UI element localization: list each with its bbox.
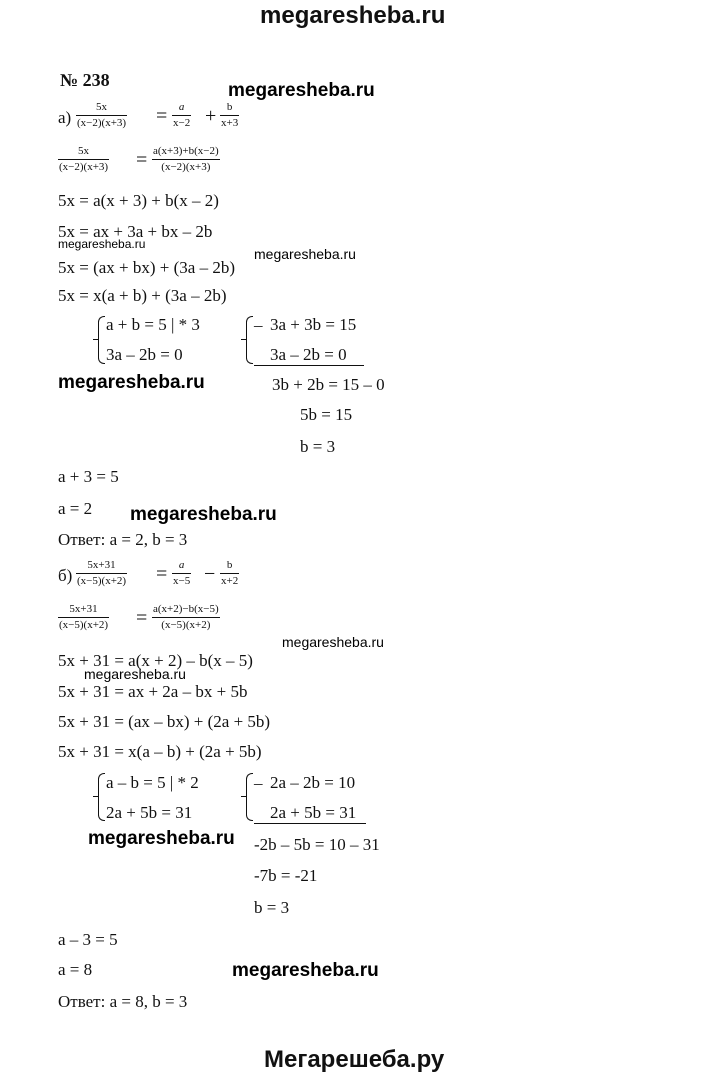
denominator: x+3 bbox=[221, 117, 239, 129]
system-brace-tip bbox=[93, 339, 98, 340]
part-b-eq2-rhs-fraction bbox=[152, 603, 220, 632]
denominator: (x−2)(x+3) bbox=[77, 117, 127, 129]
numerator: 5x+31 bbox=[76, 559, 127, 574]
footer-site-title: Мегарешеба.ру bbox=[264, 1046, 445, 1073]
plus-sign: + bbox=[205, 105, 217, 127]
header-site-title: megaresheba.ru bbox=[260, 2, 446, 29]
denominator: (x−5)(x+2) bbox=[161, 619, 211, 631]
part-a-step-2: 5b = 15 bbox=[300, 405, 353, 424]
minus-marker: _ bbox=[254, 310, 263, 329]
denominator: x−5 bbox=[173, 575, 191, 587]
denominator: (x−2)(x+3) bbox=[161, 161, 211, 173]
part-a-system2-eq1: 3a + 3b = 15 bbox=[270, 315, 357, 334]
part-a-line-3: 5x = (ax + bx) + (3a – 2b) bbox=[58, 258, 235, 277]
part-b-step-3: b = 3 bbox=[254, 898, 290, 917]
watermark: megaresheba.ru bbox=[232, 960, 379, 981]
numerator: a bbox=[172, 101, 191, 116]
part-b-step-2: -7b = -21 bbox=[254, 866, 318, 885]
numerator: 5x+31 bbox=[58, 603, 109, 618]
part-a-eq1-lhs-fraction bbox=[76, 101, 127, 130]
numerator: a(x+2)−b(x−5) bbox=[152, 603, 220, 618]
numerator: 5x bbox=[76, 101, 127, 116]
part-a-after-1: a + 3 = 5 bbox=[58, 467, 119, 486]
part-b-step-1: -2b – 5b = 10 – 31 bbox=[254, 835, 380, 854]
system-brace-tip bbox=[93, 796, 98, 797]
denominator: x+2 bbox=[221, 575, 239, 587]
part-a-eq1-fraction-b bbox=[220, 101, 239, 130]
part-b-label: б) bbox=[58, 566, 73, 585]
system-brace bbox=[246, 316, 253, 364]
part-a-eq1-fraction-a bbox=[172, 101, 191, 130]
part-b-eq1-fraction-a bbox=[172, 559, 191, 588]
equals-sign: = bbox=[136, 607, 148, 629]
part-b-system2-eq1: 2a – 2b = 10 bbox=[270, 773, 356, 792]
system-brace bbox=[246, 773, 253, 821]
part-a-system2-eq2: 3a – 2b = 0 bbox=[270, 345, 347, 364]
watermark: megaresheba.ru bbox=[282, 634, 384, 650]
part-b-eq1-fraction-b bbox=[220, 559, 239, 588]
minus-sign: − bbox=[204, 563, 216, 585]
part-a-eq2-lhs-fraction bbox=[58, 145, 109, 174]
equals-sign: = bbox=[156, 563, 168, 585]
watermark: megaresheba.ru bbox=[58, 237, 146, 251]
part-b-eq2-lhs-fraction bbox=[58, 603, 109, 632]
numerator: a(x+3)+b(x−2) bbox=[152, 145, 220, 160]
denominator: (x−2)(x+3) bbox=[59, 161, 109, 173]
part-a-step-3: b = 3 bbox=[300, 437, 336, 456]
minus-marker: _ bbox=[254, 768, 263, 787]
subtraction-line bbox=[254, 823, 366, 824]
problem-number: № 238 bbox=[60, 70, 110, 90]
equals-sign: = bbox=[156, 105, 168, 127]
part-a-eq2-rhs-fraction bbox=[152, 145, 220, 174]
watermark: megaresheba.ru bbox=[254, 246, 356, 262]
part-a-after-2: a = 2 bbox=[58, 499, 93, 518]
system-brace bbox=[98, 773, 105, 821]
watermark: megaresheba.ru bbox=[88, 828, 235, 849]
part-b-system2-eq2: 2a + 5b = 31 bbox=[270, 803, 357, 822]
numerator: a bbox=[172, 559, 191, 574]
system-brace-tip bbox=[241, 339, 246, 340]
part-b-line-4: 5x + 31 = x(a – b) + (2a + 5b) bbox=[58, 742, 262, 761]
part-b-system1-eq1: a – b = 5 | * 2 bbox=[106, 773, 199, 792]
system-brace bbox=[98, 316, 105, 364]
part-b-line-3: 5x + 31 = (ax – bx) + (2a + 5b) bbox=[58, 712, 271, 731]
part-a-label: а) bbox=[58, 108, 72, 127]
part-b-system1-eq2: 2a + 5b = 31 bbox=[106, 803, 193, 822]
part-b-line-2: 5x + 31 = ax + 2a – bx + 5b bbox=[58, 682, 248, 701]
numerator: 5x bbox=[58, 145, 109, 160]
watermark: megaresheba.ru bbox=[228, 80, 375, 101]
part-a-answer: Ответ: a = 2, b = 3 bbox=[58, 530, 188, 549]
part-a-line-1: 5x = a(x + 3) + b(x – 2) bbox=[58, 191, 219, 210]
part-b-answer: Ответ: a = 8, b = 3 bbox=[58, 992, 188, 1011]
part-b-after-2: a = 8 bbox=[58, 960, 93, 979]
part-a-line-2: 5x = ax + 3a + bx – 2b bbox=[58, 222, 213, 241]
numerator: b bbox=[220, 101, 239, 116]
part-b-after-1: a – 3 = 5 bbox=[58, 930, 118, 949]
denominator: (x−5)(x+2) bbox=[77, 575, 127, 587]
part-a-step-1: 3b + 2b = 15 – 0 bbox=[272, 375, 385, 394]
watermark: megaresheba.ru bbox=[58, 372, 205, 393]
system-brace-tip bbox=[241, 796, 246, 797]
part-b-line-1: 5x + 31 = a(x + 2) – b(x – 5) bbox=[58, 651, 253, 670]
subtraction-line bbox=[254, 365, 364, 366]
denominator: (x−5)(x+2) bbox=[59, 619, 109, 631]
watermark: megaresheba.ru bbox=[84, 666, 186, 682]
part-b-eq1-lhs-fraction bbox=[76, 559, 127, 588]
part-a-system1-eq1: a + b = 5 | * 3 bbox=[106, 315, 200, 334]
numerator: b bbox=[220, 559, 239, 574]
equals-sign: = bbox=[136, 149, 148, 171]
part-a-line-4: 5x = x(a + b) + (3a – 2b) bbox=[58, 286, 227, 305]
part-a-system1-eq2: 3a – 2b = 0 bbox=[106, 345, 183, 364]
watermark: megaresheba.ru bbox=[130, 504, 277, 525]
denominator: x−2 bbox=[173, 117, 191, 129]
